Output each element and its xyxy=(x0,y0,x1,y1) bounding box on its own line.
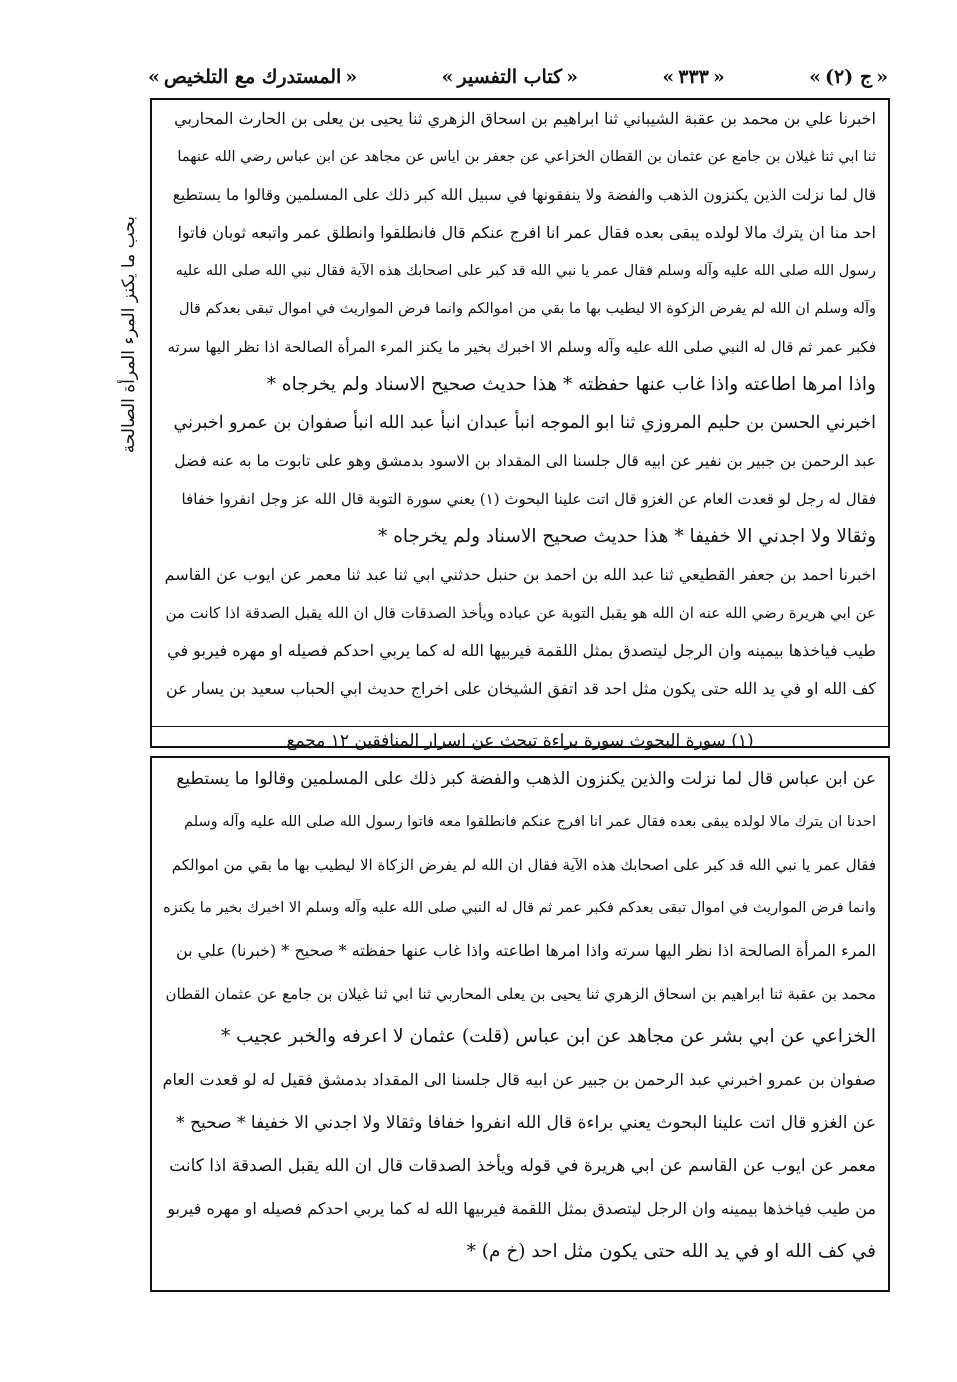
talkhis-line: احدنا ان يترك مالا لولده يبقى بعده فقال عمر انا افرج عنكم فانطلقوا معه فاتوا رسول الله صلى الله عليه وآله وسلم xyxy=(184,814,876,830)
main-line: اخبرني الحسن بن حليم المروزي ثنا ابو الموجه انبأ عبدان انبأ عبد الله انبأ صفوان بن عمرو اخبرني xyxy=(173,413,876,433)
margin-note-text: بحب ما يكنز المرء المرأة الصالحة xyxy=(119,216,139,454)
talkhis-line: عن ابن عباس قال لما نزلت والذين يكنزون الذهب والفضة كبر ذلك على المسلمين وقالوا ما يستطيع xyxy=(176,769,876,789)
main-line: فقال له رجل لو قعدت العام عن الغزو قال اتت علينا البحوث (١) يعني سورة التوبة قال الله عز وجل انفروا خفافا xyxy=(181,490,876,508)
talkhis-line: في كف الله او في يد الله حتى يكون مثل احد (خ م) * xyxy=(466,1241,876,1262)
talkhis-frame xyxy=(150,756,890,1292)
main-line: كف الله او في يد الله حتى يكون مثل احد قد اتفق الشيخان على اخراج حديث ابي الحباب سعيد بن يسار عن xyxy=(165,679,876,698)
main-line: اخبرنا احمد بن جعفر القطيعي ثنا عبد الله بن احمد بن حنبل حدثني ابي ثنا عبد ثنا معمر عن ايوب عن القاسم xyxy=(164,565,876,584)
talkhis-line: وانما فرض المواريث في اموال تبقى بعدكم فكبر عمر ثم قال له النبي صلى الله عليه وآله وسلم الا اخبرك بخير ما يكنزه xyxy=(163,900,876,916)
main-line: وآله وسلم ان الله لم يفرض الزكوة الا ليطيب بها ما بقي من اموالكم وانما فرض المواريث في اموال تبقى بعدكم قال xyxy=(178,301,876,317)
main-line: قال لما نزلت الذين يكنزون الذهب والفضة ولا ينفقونها في سبيل الله كبر ذلك على المسلمين وقالوا ما يستطيع xyxy=(172,186,876,204)
main-text-frame xyxy=(150,98,890,748)
main-line: رسول الله صلى الله عليه وآله وسلم فقال عمر يا نبي الله قد كبر على اصحابك هذه الآية فقال نبي الله صلى الله عليه xyxy=(175,263,876,279)
header-volume: « ج (٢) » xyxy=(809,66,888,88)
talkhis-line: صفوان بن عمرو اخبرني عبد الرحمن بن جبير عن ابيه قال جلسنا الى المقداد بدمشق فقيل له لو قعدت العام xyxy=(162,1070,876,1089)
talkhis-line: المرء المرأة الصالحة اذا نظر اليها سرته واذا امرها اطاعته واذا غاب عنها حفظته * صحيح * (خبرنا) علي بن xyxy=(175,941,876,960)
main-line: ثنا ابي ثنا غيلان بن جامع عن عثمان بن القطان الخزاعي عن جعفر بن اياس عن مجاهد عن ابن عباس رضي الله عنهما xyxy=(177,149,876,165)
main-line: احد منا ان يترك مالا لولده يبقى بعده فقال عمر انا افرج عنكم قال فانطلقوا وانطلق عمر واتبعه ثوبان فاتوا xyxy=(177,223,876,242)
main-line: فكبر عمر ثم قال له النبي صلى الله عليه وآله وسلم الا اخبرك بخير ما يكنز المرء المرأة الصالحة اذا نظر اليها سرته xyxy=(167,338,876,356)
header-page-number: « ٣٣٣ » xyxy=(662,66,724,88)
margin-note xyxy=(110,205,148,465)
talkhis-line: عن الغزو قال اتت علينا البحوث يعني براءة قال الله انفروا خفافا وثقالا ولا اجدني الا خفيفا * صحيح * xyxy=(176,1113,876,1133)
header-book: « كتاب التفسير » xyxy=(442,66,578,88)
main-line: واذا امرها اطاعته واذا غاب عنها حفظته * هذا حديث صحيح الاسناد ولم يخرجاه * xyxy=(266,374,876,395)
talkhis-line: معمر عن ايوب عن القاسم عن ابي هريرة في قوله ويأخذ الصدقات قال ان الله يقبل الصدقة اذا كانت xyxy=(169,1156,876,1176)
main-line: اخبرنا علي بن محمد بن عقبة الشيباني ثنا ابراهيم بن اسحاق الزهري ثنا يحيى بن يعلى بن الحارث المحاربي xyxy=(174,109,876,128)
talkhis-line: محمد بن عقبة ثنا ابراهيم بن اسحاق الزهري ثنا يحيى بن يعلى المحاربي ثنا ابي ثنا غيلان بن جامع عن عثمان القطان xyxy=(165,985,876,1003)
talkhis-line: من طيب فياخذها بيمينه وان الرجل ليتصدق بمثل اللقمة فيربيها الله له كما يربي احدكم فصيله او مهره فيربو xyxy=(167,1199,876,1218)
footnote-divider xyxy=(150,726,890,727)
talkhis-line: فقال عمر يا نبي الله قد كبر على اصحابك هذه الآية فقال ان الله لم يفرض الزكاة الا ليطيب بها ما بقي من اموالكم xyxy=(171,856,876,874)
main-line: وثقالا ولا اجدني الا خفيفا * هذا حديث صحيح الاسناد ولم يخرجاه * xyxy=(378,526,876,547)
talkhis-line: الخزاعي عن ابي بشر عن مجاهد عن ابن عباس (قلت) عثمان لا اعرفه والخبر عجيب * xyxy=(220,1026,876,1047)
main-line: عن ابي هريرة رضي الله عنه ان الله هو يقبل التوبة عن عباده ويأخذ الصدقات قال ان الله يقبل الصدقة اذا كانت من xyxy=(165,604,876,622)
main-line: عبد الرحمن بن جبير بن نفير عن ابيه قال جلسنا الى المقداد بن الاسود بدمشق وهو على تابوت ما به عنه فضل xyxy=(174,452,876,470)
header-title: « المستدرك مع التلخيص » xyxy=(148,66,357,88)
running-header xyxy=(148,60,888,94)
footnote: (١) سورة البحوث سورة براءة تبحث عن اسرار المنافقين ١٢ مجمع xyxy=(286,731,754,751)
main-line: طيب فياخذها بيمينه وان الرجل ليتصدق بمثل اللقمة فيربيها الله له كما يربي احدكم فصيله او مهره فيربو في xyxy=(167,641,876,660)
